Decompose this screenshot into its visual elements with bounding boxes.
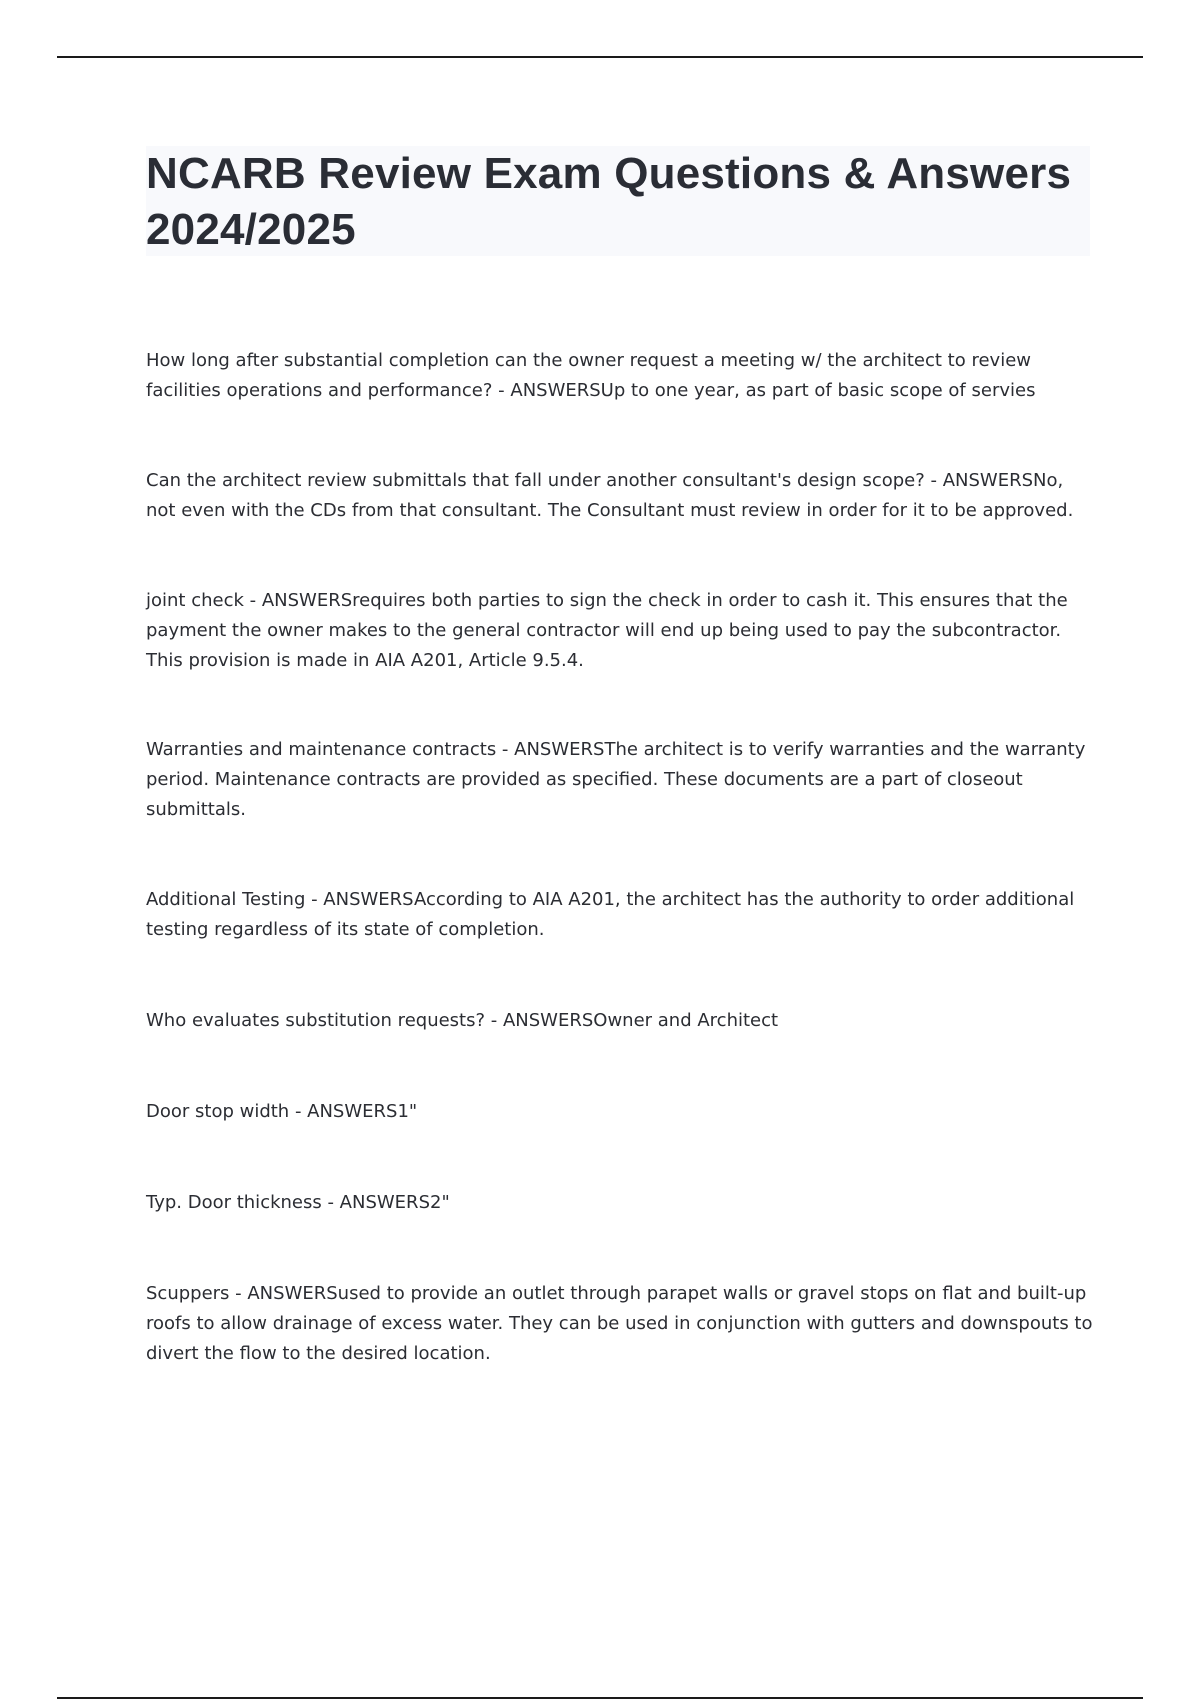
qa-item-door-thickness: Typ. Door thickness - ANSWERS2"	[146, 1192, 450, 1213]
bottom-divider	[57, 1697, 1143, 1699]
title-banner	[146, 146, 1090, 256]
qa-item-warranties: Warranties and maintenance contracts - ANSWERSThe architect is to verify warranties and the warranty period. Maintenance contracts are provided as specified. These documents are a part of closeout submittals.	[146, 739, 1086, 820]
qa-item-scuppers: Scuppers - ANSWERSused to provide an outlet through parapet walls or gravel stops on flat and built-up roofs to allow drainage of excess water. They can be used in conjunction with gutters and downspouts to divert the flow to the desired location.	[146, 1283, 1093, 1364]
document-title: NCARB Review Exam Questions & Answers 2024/2025	[146, 149, 1072, 254]
qa-item-additional-testing: Additional Testing - ANSWERSAccording to AIA A201, the architect has the authority to order additional testing regardless of its state of completion.	[146, 889, 1075, 940]
qa-item-door-stop-width: Door stop width - ANSWERS1"	[146, 1101, 418, 1122]
top-divider	[57, 56, 1143, 58]
qa-item-substitution-requests: Who evaluates substitution requests? - ANSWERSOwner and Architect	[146, 1010, 779, 1031]
qa-item-joint-check: joint check - ANSWERSrequires both parties to sign the check in order to cash it. This ensures that the payment the owner makes to the general contractor will end up being used to pay the subcontractor. This provision is made in AIA A201, Article 9.5.4.	[146, 590, 1068, 671]
qa-item-substantial-completion: How long after substantial completion can the owner request a meeting w/ the architect to review facilities operations and performance? - ANSWERSUp to one year, as part of basic scope of servies	[146, 350, 1036, 401]
qa-item-consultant-submittals: Can the architect review submittals that fall under another consultant's design scope? - ANSWERSNo, not even with the CDs from that consultant. The Consultant must review in order for it to be approved.	[146, 470, 1074, 521]
